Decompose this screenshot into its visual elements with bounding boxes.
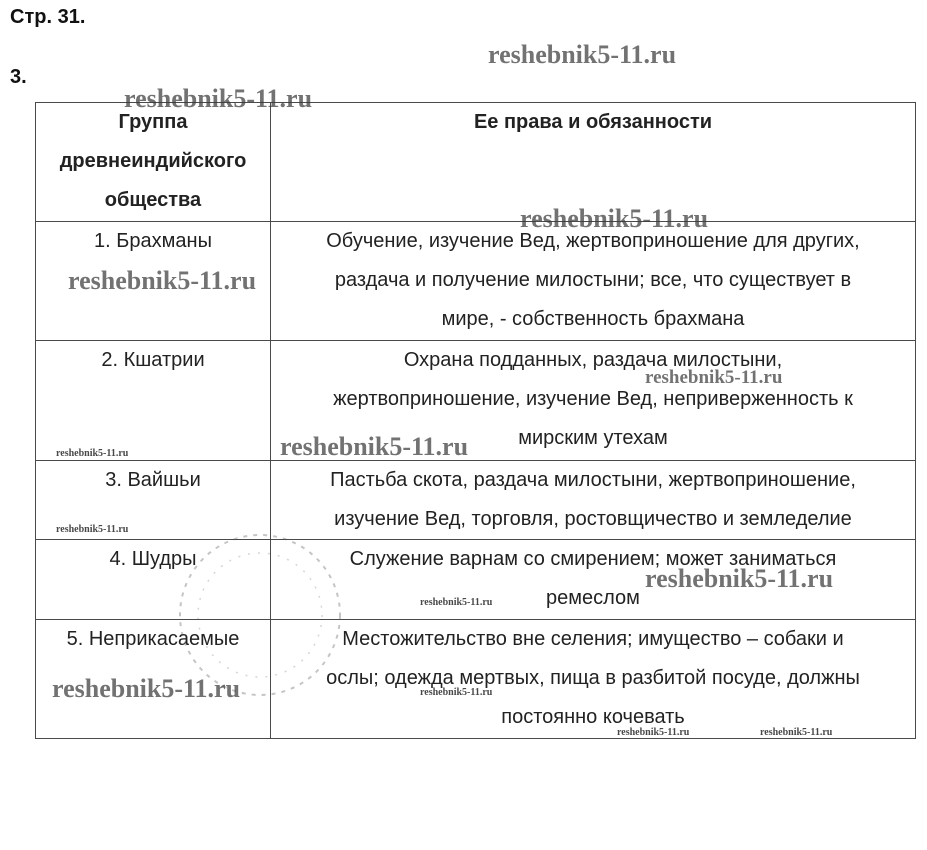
watermark: reshebnik5-11.ru [645, 367, 783, 388]
table-row [36, 341, 916, 461]
rights-line: ремеслом [546, 587, 640, 609]
rights-line: жертвоприношение, изучение Вед, неприверженность к [333, 388, 853, 410]
watermark: reshebnik5-11.ru [280, 432, 469, 461]
watermark: reshebnik5-11.ru [617, 727, 690, 738]
watermark: reshebnik5-11.ru [56, 448, 129, 459]
watermark: reshebnik5-11.ru [68, 266, 257, 295]
header-group-line: общества [104, 189, 202, 211]
task-number: 3. [10, 66, 27, 88]
watermark: reshebnik5-11.ru [760, 727, 833, 738]
rights-line: постоянно кочевать [501, 706, 685, 728]
group-text: 4. Шудры [109, 548, 197, 570]
header-group-line: древнеиндийского [59, 150, 247, 172]
watermark: reshebnik5-11.ru [420, 597, 493, 608]
rights-line: мире, - собственность брахмана [441, 308, 745, 330]
rights-line: изучение Вед, торговля, ростовщичество и земледелие [334, 508, 852, 530]
rights-line: мирским утехам [518, 427, 668, 449]
header-group [36, 103, 271, 222]
watermark: reshebnik5-11.ru [420, 687, 493, 698]
rights-line: ослы; одежда мертвых, пища в разбитой посуде, должны [326, 667, 860, 689]
cell-rights [271, 222, 916, 341]
table-header-row [36, 103, 916, 222]
group-text: 1. Брахманы [94, 230, 212, 252]
rights-line: Служение варнам со смирением; может заниматься [349, 548, 837, 570]
group-text: 3. Вайшьи [105, 469, 201, 491]
watermark: reshebnik5-11.ru [645, 564, 834, 593]
page-label: Стр. 31. [10, 6, 86, 28]
watermark: reshebnik5-11.ru [56, 524, 129, 535]
rights-line: Пастьба скота, раздача милостыни, жертвоприношение, [330, 469, 856, 491]
rights-line: Обучение, изучение Вед, жертвоприношение для других, [326, 230, 860, 252]
watermark: reshebnik5-11.ru [520, 204, 709, 233]
rights-line: раздача и получение милостыни; все, что существует в [334, 269, 852, 291]
cell-rights [271, 461, 916, 540]
group-text: 2. Кшатрии [101, 349, 205, 371]
watermark: reshebnik5-11.ru [488, 40, 677, 69]
group-text: 5. Неприкасаемые [66, 628, 240, 650]
cell-rights [271, 620, 916, 739]
header-rights-line: Ее права и обязанности [473, 111, 713, 133]
watermark: reshebnik5-11.ru [124, 84, 313, 113]
watermark: reshebnik5-11.ru [52, 674, 241, 703]
cell-group [36, 341, 271, 461]
rights-line: Охрана подданных, раздача милостыни, [403, 349, 783, 371]
rights-line: Местожительство вне селения; имущество – собаки и [342, 628, 844, 650]
header-group-line: Группа [118, 111, 188, 133]
